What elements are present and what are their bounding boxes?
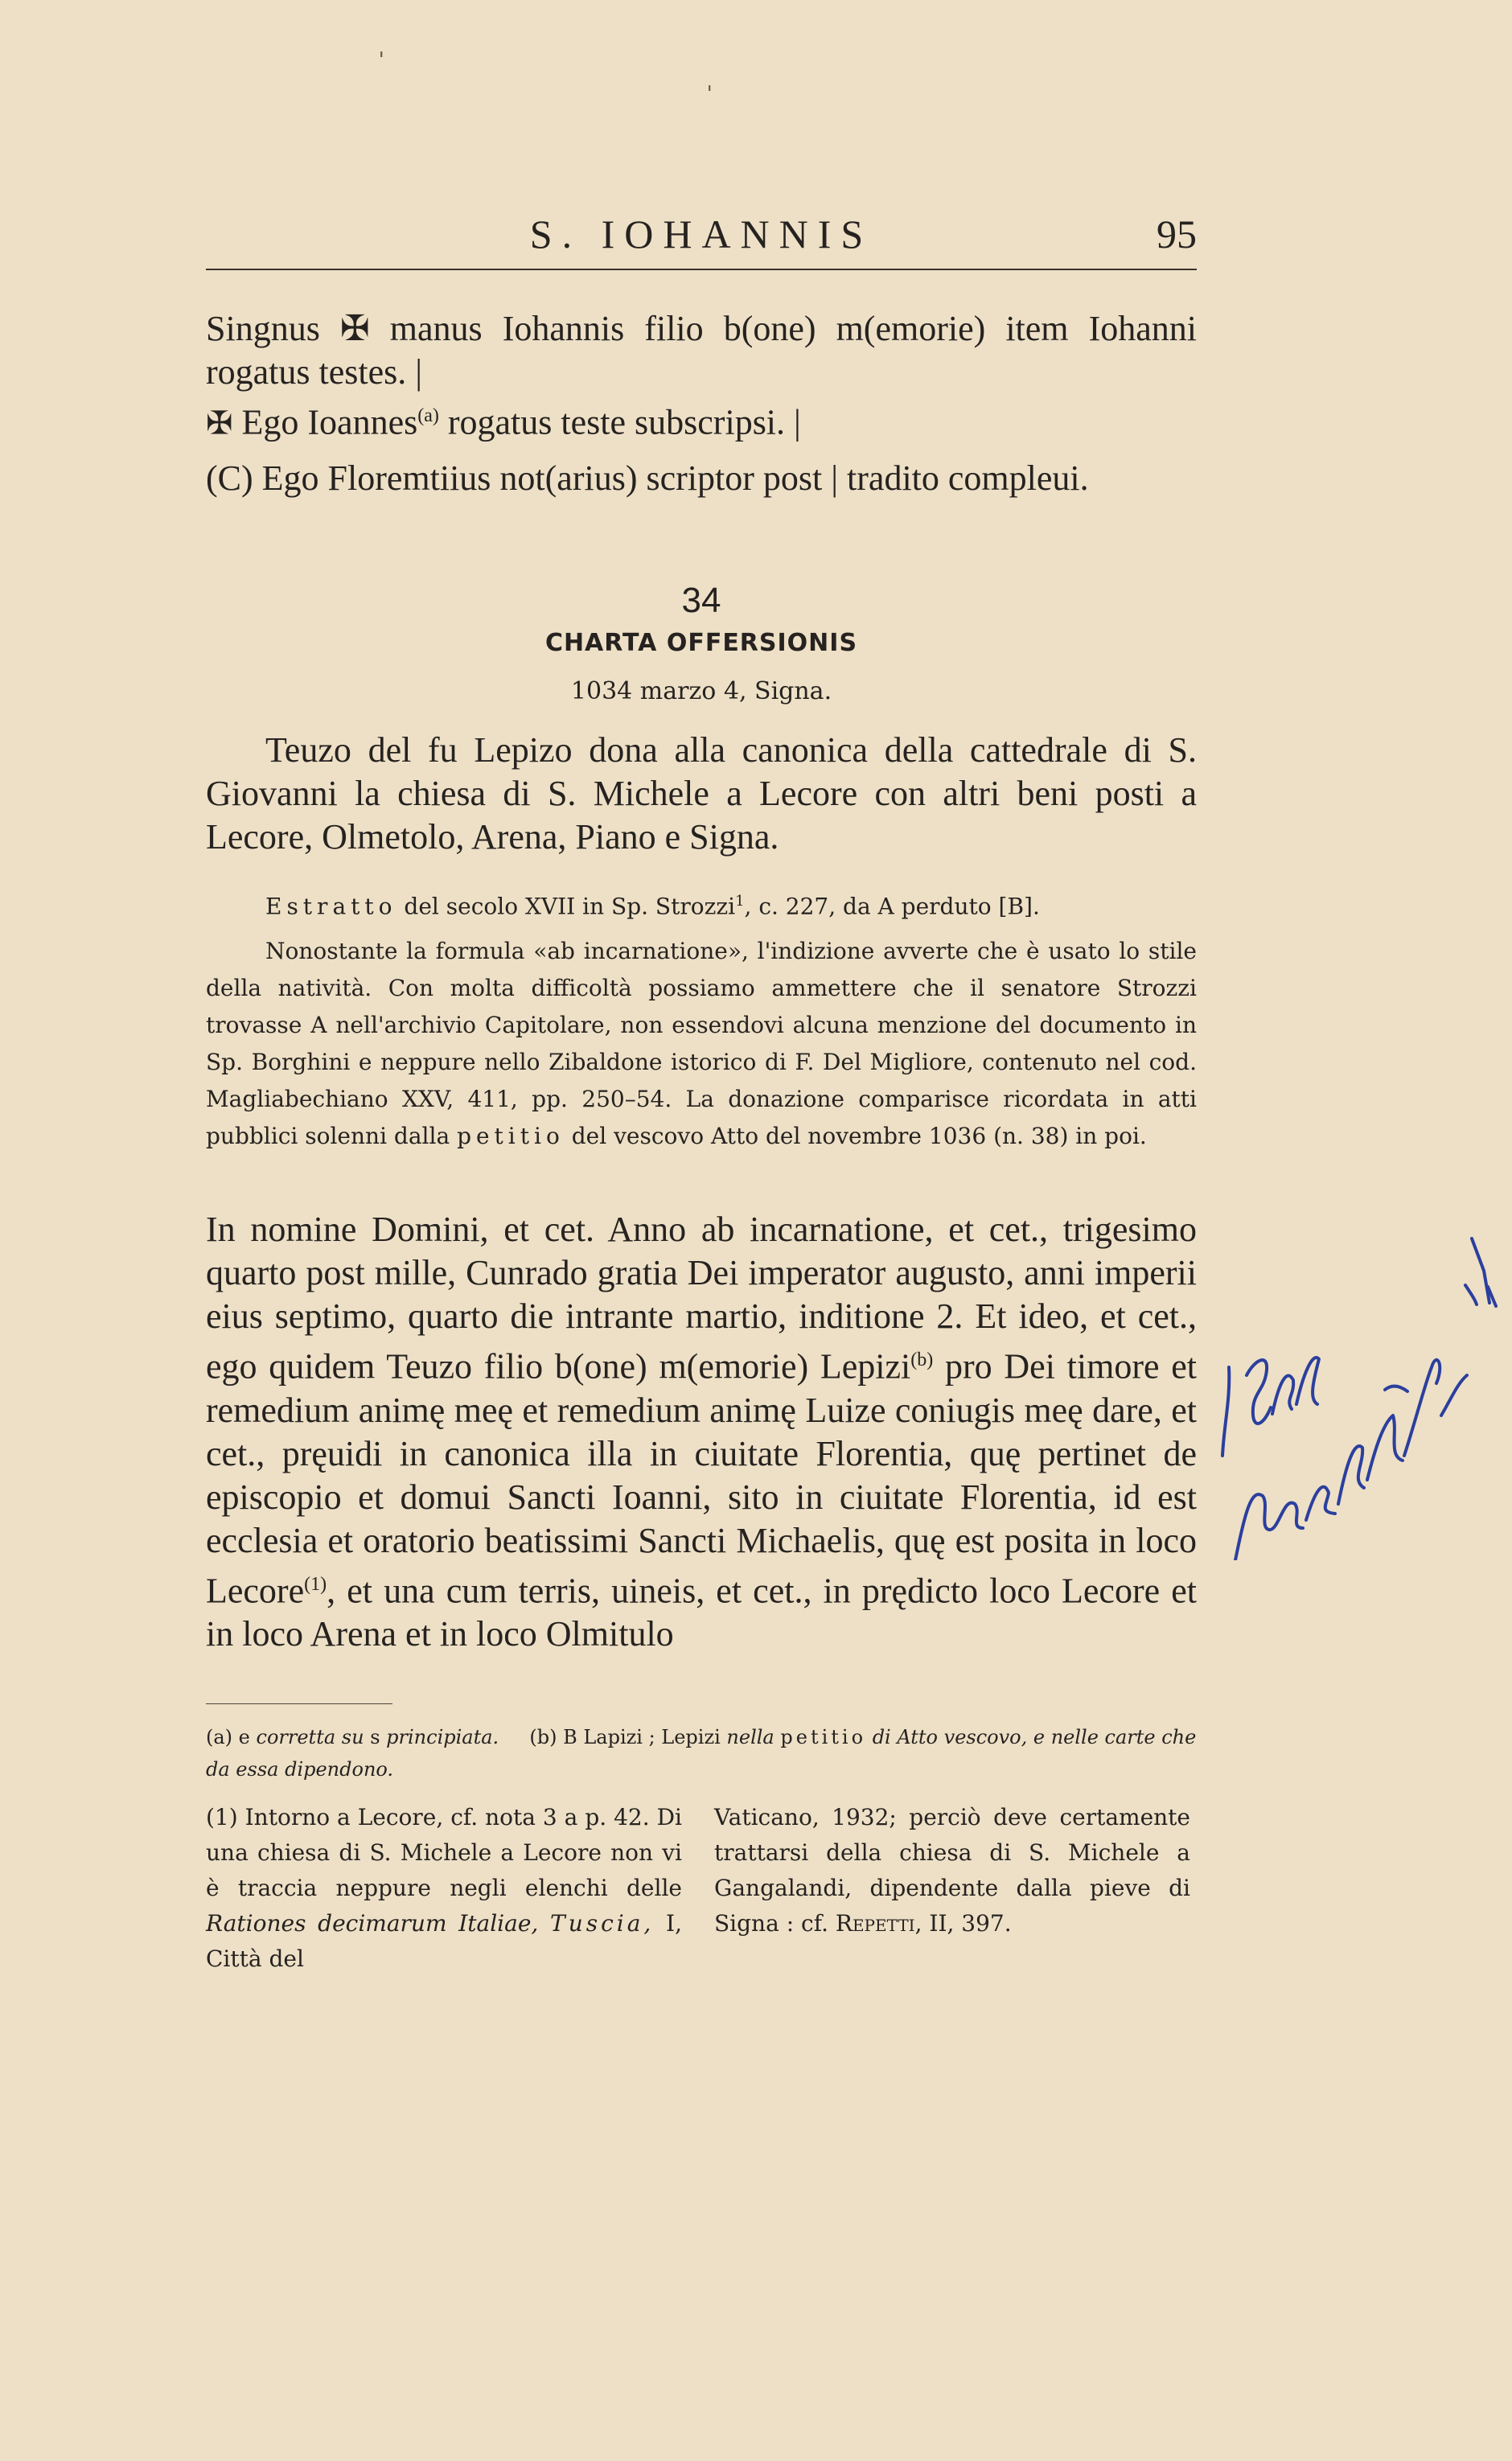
signature-text-1: Singnus ✠ manus Iohannis filio b(one) m(emorie) item Iohanni rogatus testes. | — [206, 309, 1197, 392]
charter-text-part-3: , et una cum terris, uineis, et cet., in prędicto loco Lecore et in loco Arena et in loco Olmitulo — [206, 1571, 1197, 1654]
header-rule — [206, 269, 1197, 270]
note-1-tail: I, Città del — [206, 1910, 683, 1972]
note-1-author: Repetti — [835, 1910, 915, 1937]
apparatus-b-petitio: petitio — [780, 1726, 867, 1748]
edition-note — [206, 883, 1197, 925]
note-1-right — [714, 1800, 1190, 1941]
paper-blemish: ˈ — [378, 48, 385, 76]
signature-text-2: Ego Ioannes — [241, 402, 418, 442]
charter-text — [206, 1208, 1197, 1656]
historical-notes — [206, 1800, 1197, 2001]
note-1-spaced: Tuscia, — [550, 1910, 655, 1937]
footnote-rule — [206, 1703, 392, 1704]
signature-text-2-rest: rogatus teste subscripsi. | — [447, 402, 801, 442]
edition-sup: 1 — [735, 893, 745, 910]
apparatus-b-nella: nella — [726, 1726, 774, 1748]
apparatus-a-letter: s — [370, 1726, 380, 1748]
signature-line-2 — [206, 394, 1197, 446]
commentary-text: Nonostante la formula «ab incarnatione», l'indizione avverte che è usato lo stile della natività. Con molta difficoltà possiamo ammettere che il senatore Strozzi trovasse A nell'archivio Capitolare, non essendovi alcuna menzione del documento in Sp. Borghini e neppure nello Zibaldone istorico di F. Del Migliore, contenuto nel cod. Magliabechiano XXV, 411, pp. 250–54. La donazione comparisce ricordata in atti pubblici solenni dalla — [206, 938, 1197, 1149]
signature-line-3 — [206, 457, 1197, 500]
note-1-text: (1) Intorno a Lecore, cf. nota 3 a p. 42. Di una chiesa di S. Michele a Lecore non vi è traccia neppure negli elenchi delle — [206, 1804, 682, 1901]
notary-completion: (C) Ego Floremtiius not(arius) scriptor post | tradito compleui. — [206, 458, 1089, 498]
document-number: 34 — [681, 581, 721, 620]
cross-icon: ✠ — [206, 405, 233, 442]
regest — [206, 729, 1197, 859]
apparatus-a-label: (a) e — [206, 1726, 250, 1748]
running-title: S. IOHANNIS — [529, 212, 873, 257]
document-title: CHARTA OFFERSIONIS — [544, 629, 858, 657]
apparatus-a-text-2: principiata. — [386, 1726, 499, 1748]
commentary-text-end: del vescovo Atto del novembre 1036 (n. 38) in poi. — [571, 1123, 1147, 1149]
signature-line-1 — [206, 307, 1197, 394]
critical-apparatus — [206, 1721, 1197, 1785]
charter-text-part-2: pro Dei timore et remedium animę meę et remedium animę Luize coniugis meę dare, et cet., pręuidi in canonica illa in ciuitate Florentia, quę pertinet de episcopio et domui Sancti Ioanni, sito in ciuitate Florentia, id est ecclesia et oratorio beatissimi Sancti Michaelis, quę est posita in loco Lecore — [206, 1346, 1198, 1611]
edition-tail: , c. 227, da A perduto [B]. — [744, 893, 1040, 920]
page-header — [206, 211, 1197, 267]
note-1-left — [206, 1800, 682, 1977]
apparatus-b-label: (b) B Lapizi ; Lepizi — [529, 1726, 721, 1748]
document-date: 1034 marzo 4, Signa. — [570, 677, 832, 705]
apparatus-b-text: di Atto vescovo, e nelle carte che da essa dipendono. — [206, 1726, 1197, 1781]
regest-text: Teuzo del fu Lepizo dona alla canonica della cattedrale di S. Giovanni la chiesa di S. Michele a Lecore con altri beni posti a Lecore, Olmetolo, Arena, Piano e Signa. — [206, 730, 1197, 857]
handwritten-annotation — [1206, 1222, 1512, 1560]
footnote-ref-b: (b) — [910, 1350, 934, 1370]
note-1-title: Rationes decimarum Italiae, — [206, 1910, 539, 1937]
footnote-ref-a: (a) — [417, 405, 439, 426]
note-1-continued: Vaticano, 1932; perciò deve certamente trattarsi della chiesa di S. Michele a Gangalandi, dipendente dalla pieve di Signa : cf. — [714, 1804, 1190, 1937]
charter-text-part-1: In nomine Domini, et cet. Anno ab incarnatione, et cet., trigesimo quarto post mille, Cunrado gratia Dei imperator augusto, anni imperii eius septimo, quarto die intrante martio, inditione 2. Et ideo, et cet., ego quidem Teuzo filio b(one) m(emorie) Lepizi — [206, 1210, 1197, 1387]
apparatus-a-text: corretta su — [256, 1726, 364, 1748]
paper-blemish: ˈ — [706, 82, 713, 110]
note-1-ref: , II, 397. — [914, 1910, 1012, 1937]
edition-text: del secolo XVII in Sp. Strozzi — [404, 893, 736, 920]
footnote-ref-1: (1) — [304, 1573, 327, 1595]
edition-lead: Estratto — [265, 893, 397, 920]
page-number: 95 — [1157, 212, 1197, 257]
commentary-spaced: petitio — [457, 1123, 565, 1149]
commentary — [206, 933, 1197, 1155]
